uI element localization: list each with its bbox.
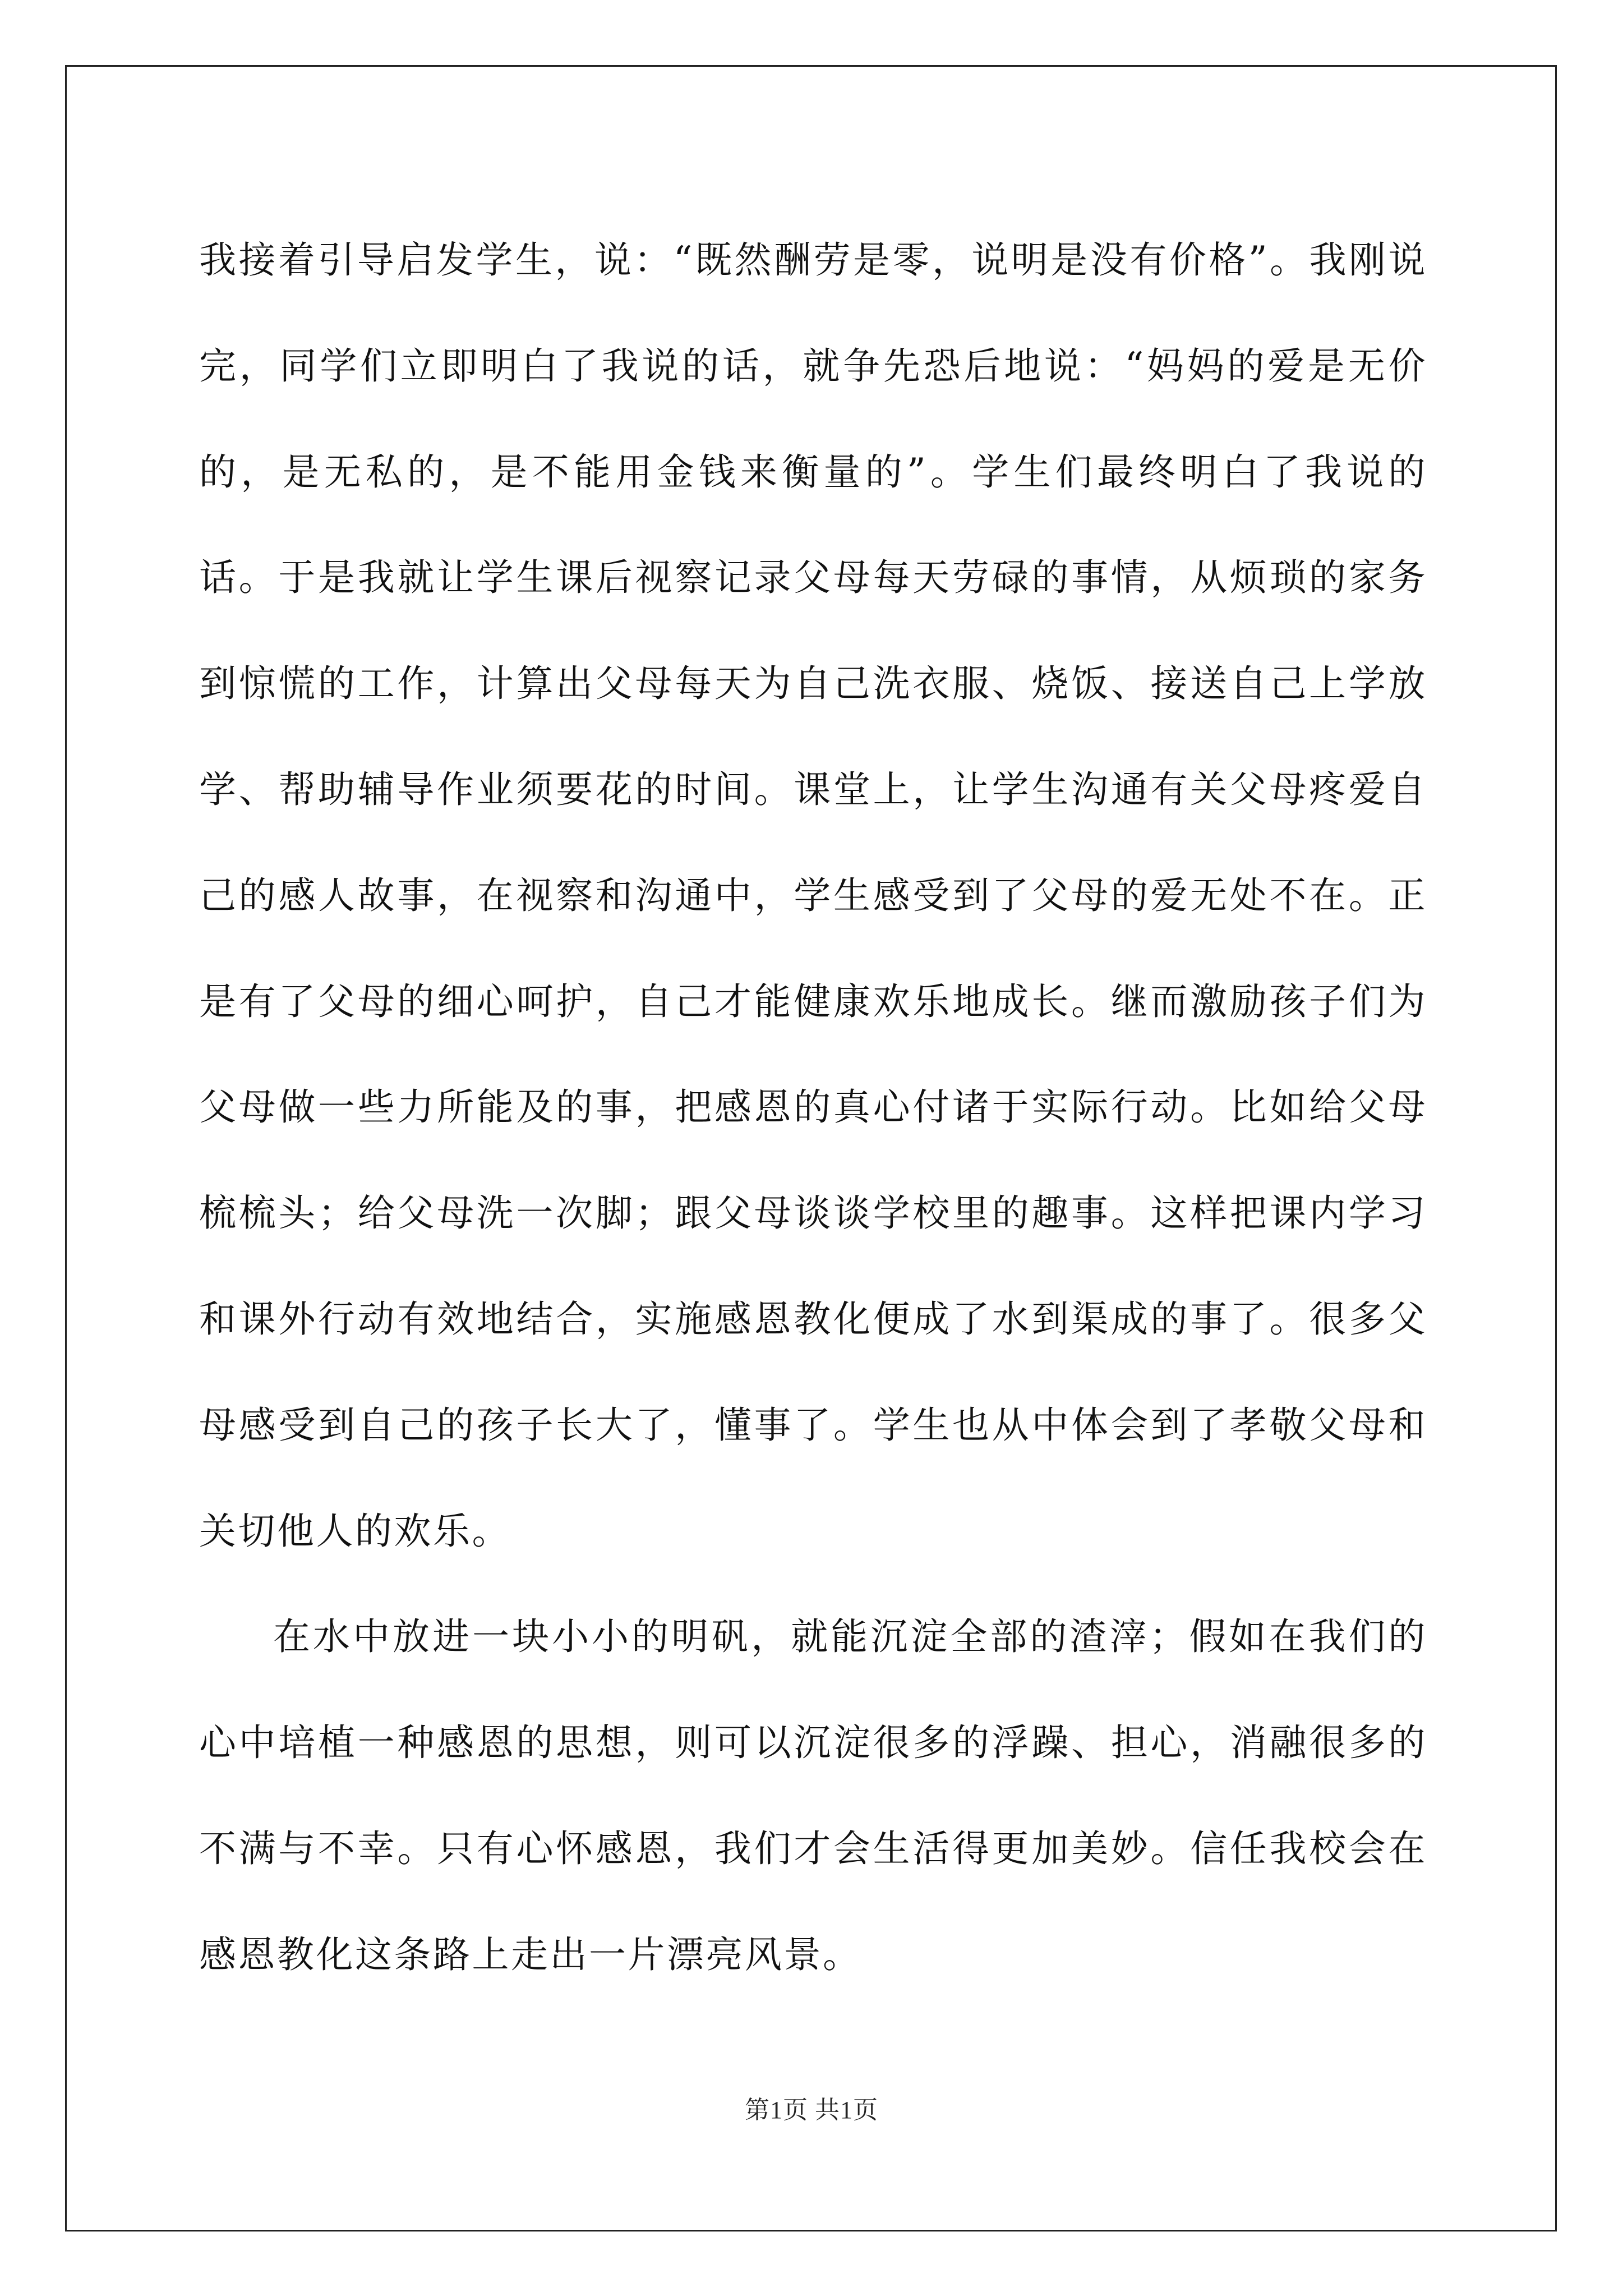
page-footer: 第1页 共1页	[745, 2096, 878, 2124]
paragraph-1: 我接着引导启发学生，说：“既然酬劳是零，说明是没有价格”。我刚说完，同学们立即明白了我说的话，就争先恐后地说：“妈妈的爱是无价的，是无私的，是不能用金钱来衡量的”。学生们最终明白了我说的话。于是我就让学生课后视察记录父母每天劳碌的事情，从烦琐的家务到惊慌的工作，计算出父母每天为自己洗衣服、烧饭、接送自己上学放学、帮助辅导作业须要花的时间。课堂上，让学生沟通有关父母疼爱自己的感人故事，在视察和沟通中，学生感受到了父母的爱无处不在。正是有了父母的细心呵护，自己才能健康欢乐地成长。继而激励孩子们为父母做一些力所能及的事，把感恩的真心付诸于实际行动。比如给父母梳梳头；给父母洗一次脚；跟父母谈谈学校里的趣事。这样把课内学习和课外行动有效地结合，实施感恩教化便成了水到渠成的事了。很多父母感受到自己的孩子长大了，懂事了。学生也从中体会到了孝敬父母和关切他人的欢乐。	[199, 238, 1427, 1553]
paragraph-2: 在水中放进一块小小的明矾，就能沉淀全部的渣滓；假如在我们的心中培植一种感恩的思想，则可以沉淀很多的浮躁、担心，消融很多的不满与不幸。只有心怀感恩，我们才会生活得更加美妙。信任我校会在感恩教化这条路上走出一片漂亮风景。	[199, 1615, 1427, 1976]
document-body	[199, 208, 1427, 2008]
